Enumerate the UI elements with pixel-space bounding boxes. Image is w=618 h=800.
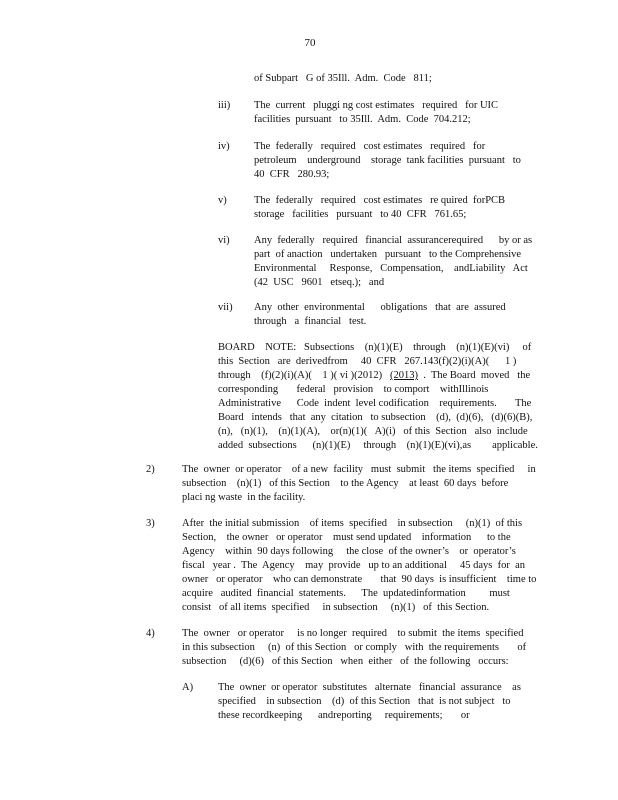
sub-item-label: A) [182, 682, 194, 693]
text-line: specified in subsection (d) of this Section that is not subject to [218, 696, 511, 707]
text-line: facilities pursuant to 35Ill. Adm. Code 704.212; [254, 114, 471, 125]
text-line: subsection (n)(1) of this Section to the Agency at least 60 days before [182, 478, 509, 489]
text-line: storage facilities pursuant to 40 CFR 761.65; [254, 209, 467, 220]
text-line: (42 USC 9601 etseq.); and [254, 277, 385, 288]
text-line: The owner or operator of a new facility must submit the items specified in [182, 464, 536, 475]
text-line: Any other environmental obligations that are assured [254, 302, 506, 313]
text-segment: . The Board moved the [418, 370, 531, 381]
board-note [218, 341, 538, 453]
item-label: vii) [218, 302, 233, 313]
text-line: part of anaction undertaken pursuant to the Comprehensive [254, 249, 522, 260]
paragraph-label: 2) [146, 464, 155, 475]
paragraph-label: 3) [146, 518, 155, 529]
text-line [218, 369, 538, 383]
text-line: in this subsection (n) of this Section or comply with the requirements of [182, 642, 527, 653]
text-line: Administrative Code indent level codification requirements. The [218, 398, 532, 409]
item-label: iii) [218, 100, 231, 111]
text-line: petroleum underground storage tank facilities pursuant to [254, 155, 521, 166]
inserted-text: (2013) [390, 370, 419, 381]
text-line: The owner or operator is no longer required to submit the items specified [182, 628, 524, 639]
text-line: BOARD NOTE: Subsections (n)(1)(E) through (n)(1)(E)(vi) of [218, 342, 532, 353]
text-line: subsection (d)(6) of this Section when either of the following occurs: [182, 656, 509, 667]
text-line: The owner or operator substitutes alternate financial assurance as [218, 682, 521, 693]
text-line: added subsections (n)(1)(E) through (n)(1)(E)(vi),as applicable. [218, 440, 538, 451]
text-line: The federally required cost estimates re quired forPCB [254, 195, 506, 206]
text-line: placi ng waste in the facility. [182, 492, 306, 503]
text-line: corresponding federal provision to comport withIllinois [218, 384, 489, 395]
text-line: this Section are derivedfrom 40 CFR 267.143(f)(2)(i)(A)( 1 ) [218, 356, 517, 367]
text-line: consist of all items specified in subsection (n)(1) of this Section. [182, 602, 490, 613]
text-line: Section, the owner or operator must send updated information to the [182, 532, 511, 543]
text-line: Environmental Response, Compensation, andLiability Act [254, 263, 528, 274]
text-line: of Subpart G of 35Ill. Adm. Code 811; [254, 73, 432, 84]
text-line: Board intends that any citation to subsection (d), (d)(6), (d)(6)(B), [218, 412, 533, 423]
item-label: v) [218, 195, 227, 206]
item-label: iv) [218, 141, 230, 152]
item-label: vi) [218, 235, 230, 246]
text-line: owner or operator who can demonstrate that 90 days is insufficient time to [182, 574, 537, 585]
paragraph-label: 4) [146, 628, 155, 639]
text-line: these recordkeeping andreporting requirements; or [218, 710, 470, 721]
text-line: Any federally required financial assurancerequired by or as [254, 235, 533, 246]
carry-over-line [254, 72, 432, 86]
text-line: through a financial test. [254, 316, 367, 327]
page-number: 70 [304, 37, 316, 49]
text-line: The current pluggi ng cost estimates required for UIC [254, 100, 499, 111]
text-line: 40 CFR 280.93; [254, 169, 330, 180]
text-line: fiscal year . The Agency may provide up to an additional 45 days for an [182, 560, 526, 571]
text-line: (n), (n)(1), (n)(1)(A), or(n)(1)( A)(i) of this Section also include [218, 426, 528, 437]
text-segment: through (f)(2)(i)(A)( 1 )( vi )(2012) [218, 370, 391, 381]
text-line: Agency within 90 days following the close of the owner’s or operator’s [182, 546, 516, 557]
text-line: acquire audited financial statements. The updatedinformation must [182, 588, 510, 599]
text-line: The federally required cost estimates required for [254, 141, 486, 152]
text-line: After the initial submission of items specified in subsection (n)(1) of this [182, 518, 523, 529]
